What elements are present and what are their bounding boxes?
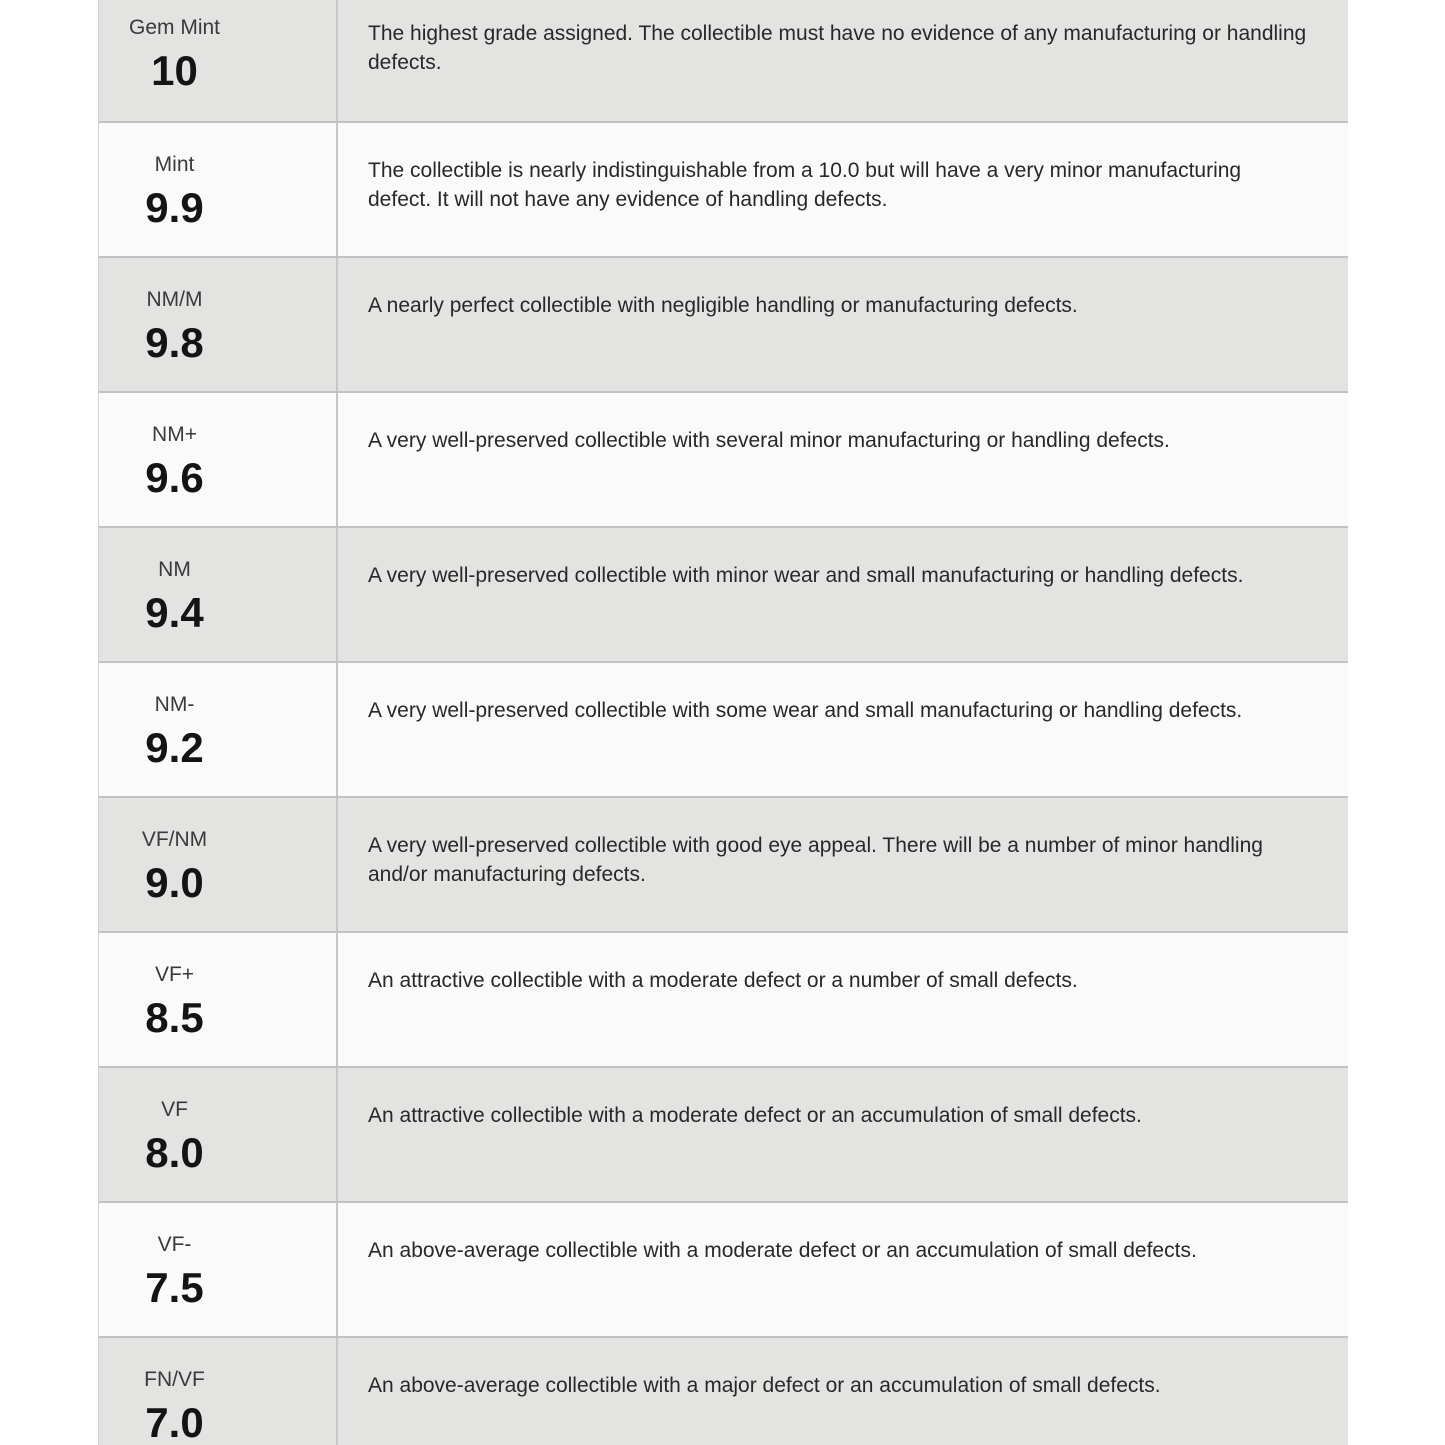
grade-score: 8.0 — [145, 1129, 204, 1176]
grade-row — [99, 1066, 1348, 1201]
grade-row — [99, 1336, 1348, 1445]
grade-description: A very well-preserved collectible with several minor manufacturing or handling defects. — [368, 429, 1170, 452]
grade-score: 9.0 — [145, 859, 204, 906]
grade-description-cell — [336, 393, 1348, 526]
grade-cell — [99, 933, 336, 1066]
grade-cell — [99, 663, 336, 796]
grade-name: Mint — [154, 153, 195, 176]
grade-description: The collectible is nearly indistinguishable from a 10.0 but will have a very minor manufacturing defect. It will not have any evidence of handling defects. — [368, 159, 1242, 211]
grade-description-cell — [336, 933, 1348, 1066]
grade-row — [99, 661, 1348, 796]
grade-name: FN/VF — [144, 1368, 205, 1391]
grade-cell — [99, 1068, 336, 1201]
grade-description-cell — [336, 1203, 1348, 1336]
grade-cell — [99, 393, 336, 526]
grade-description: A very well-preserved collectible with some wear and small manufacturing or handling defects. — [368, 699, 1243, 722]
grade-name: NM+ — [152, 423, 197, 446]
grade-cell — [99, 528, 336, 661]
grade-score: 7.0 — [145, 1399, 204, 1445]
grade-description-cell — [336, 0, 1348, 121]
grade-cell — [99, 258, 336, 391]
grade-description-cell — [336, 663, 1348, 796]
grade-description-cell — [336, 1338, 1348, 1445]
grade-description: An attractive collectible with a moderate defect or a number of small defects. — [368, 969, 1078, 992]
grade-cell — [99, 0, 336, 121]
grade-description: A very well-preserved collectible with minor wear and small manufacturing or handling defects. — [368, 564, 1244, 587]
grade-score: 9.4 — [145, 589, 204, 636]
grade-name: NM — [158, 558, 191, 581]
grade-score: 7.5 — [145, 1264, 204, 1311]
grade-description: An above-average collectible with a moderate defect or an accumulation of small defects. — [368, 1239, 1197, 1262]
grade-name: VF/NM — [141, 828, 208, 851]
grade-score: 9.8 — [145, 319, 204, 366]
grade-description: An above-average collectible with a major defect or an accumulation of small defects. — [368, 1374, 1161, 1397]
grade-description: An attractive collectible with a moderate defect or an accumulation of small defects. — [368, 1104, 1142, 1127]
grade-name: VF — [161, 1098, 188, 1121]
grade-row — [99, 931, 1348, 1066]
grade-name: VF+ — [154, 963, 195, 986]
grade-score: 9.2 — [145, 724, 204, 771]
grade-description: A nearly perfect collectible with negligible handling or manufacturing defects. — [368, 294, 1078, 317]
grade-name: Gem Mint — [128, 16, 220, 39]
grade-cell — [99, 798, 336, 931]
grade-score: 8.5 — [145, 994, 204, 1041]
grade-row — [99, 0, 1348, 121]
grade-description-cell — [336, 1068, 1348, 1201]
grade-cell — [99, 1338, 336, 1445]
grade-cell — [99, 1203, 336, 1336]
grade-description: A very well-preserved collectible with good eye appeal. There will be a number of minor handling and/or manufacturing defects. — [368, 834, 1263, 886]
grade-row — [99, 796, 1348, 931]
grade-row — [99, 526, 1348, 661]
grade-row — [99, 391, 1348, 526]
grade-name: NM/M — [146, 288, 203, 311]
grade-description-cell — [336, 798, 1348, 931]
grade-score: 9.9 — [145, 184, 204, 231]
grade-score: 10 — [151, 47, 198, 94]
grade-name: VF- — [157, 1233, 192, 1256]
grade-row — [99, 1201, 1348, 1336]
grade-row — [99, 256, 1348, 391]
grading-scale-table — [98, 0, 1348, 1445]
grade-cell — [99, 123, 336, 256]
grade-row — [99, 121, 1348, 256]
grade-description: The highest grade assigned. The collectible must have no evidence of any manufacturing or handling defects. — [368, 22, 1307, 74]
grade-description-cell — [336, 258, 1348, 391]
grade-description-cell — [336, 123, 1348, 256]
grade-name: NM- — [154, 693, 195, 716]
grade-score: 9.6 — [145, 454, 204, 501]
grade-description-cell — [336, 528, 1348, 661]
